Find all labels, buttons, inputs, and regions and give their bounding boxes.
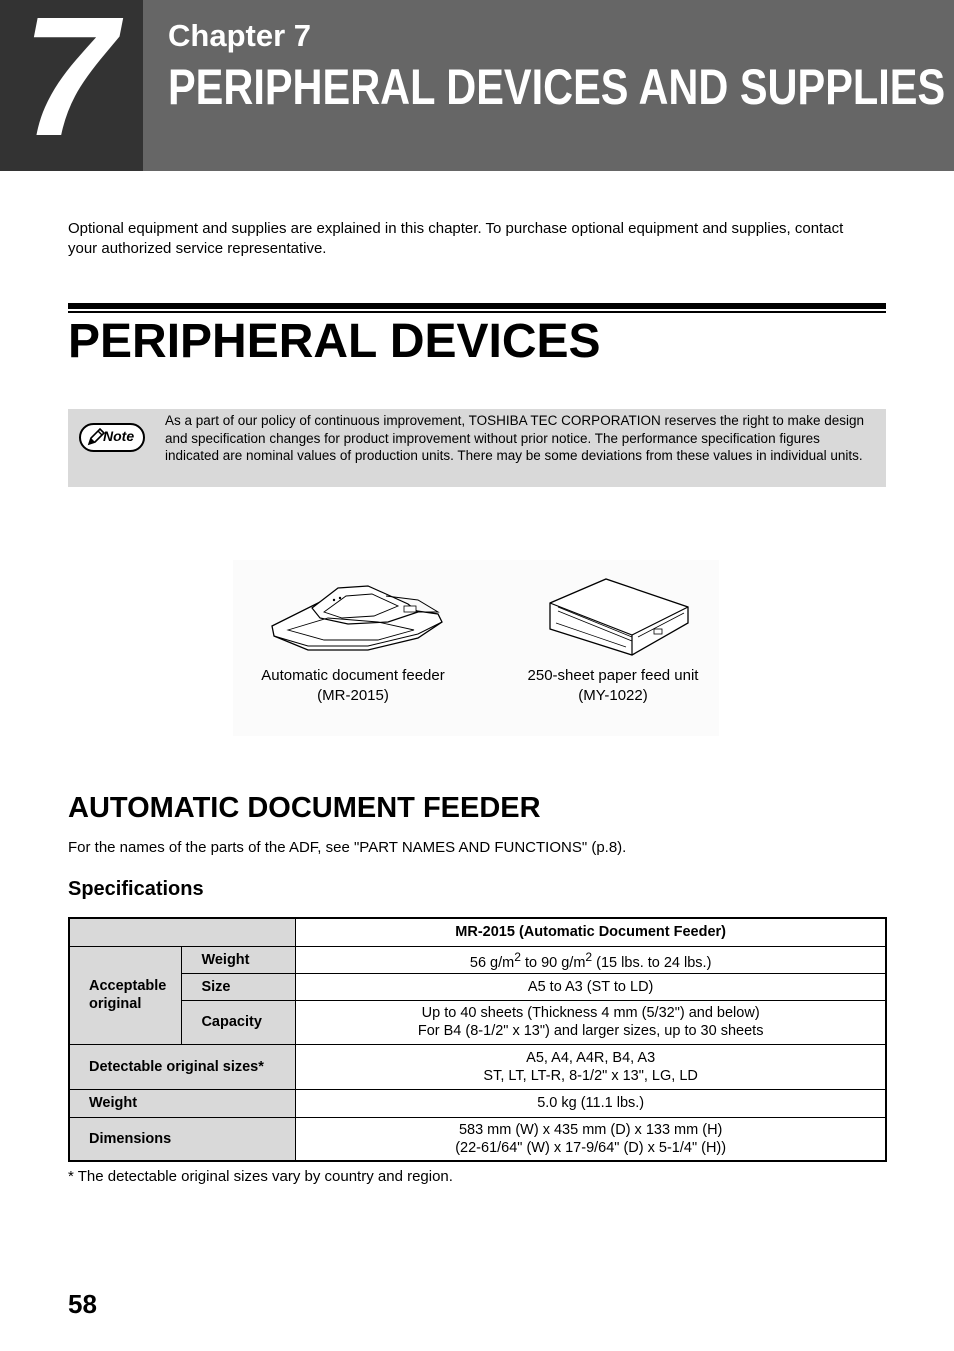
unit-weight-label: Weight [69, 1089, 296, 1117]
weight-label: Weight [182, 946, 296, 973]
dimensions-value [296, 1117, 886, 1161]
detectable-line: ST, LT, LT-R, 8-1/2" x 13", LG, LD [483, 1067, 698, 1084]
note-text: As a part of our policy of continuous improvement, TOSHIBA TEC CORPORATION reserves the right to make design and specification changes for product improvement without prior notice. The performance specification figures indicated are nominal values of production units. There may be some deviations from these values in individual units. [165, 413, 865, 463]
table-row [69, 1089, 886, 1117]
specifications-title: Specifications [68, 878, 204, 900]
section-rule-thick [68, 303, 886, 309]
table-row [69, 973, 886, 1000]
detectable-line: A5, A4, A4R, B4, A3 [526, 1049, 656, 1066]
dimensions-label: Dimensions [69, 1117, 296, 1161]
table-row [69, 946, 886, 973]
detectable-sizes-value [296, 1044, 886, 1089]
capacity-line: Up to 40 sheets (Thickness 4 mm (5/32") and below) [421, 1005, 760, 1021]
intro-paragraph: Optional equipment and supplies are explained in this chapter. To purchase optional equipment and supplies, contact your authorized service representative. [68, 220, 844, 257]
adf-title: AUTOMATIC DOCUMENT FEEDER [68, 792, 541, 824]
dimensions-line: 583 mm (W) x 435 mm (D) x 133 mm (H) [458, 1121, 723, 1138]
table-row [69, 1000, 886, 1044]
table-header: MR-2015 (Automatic Document Feeder) [296, 918, 886, 946]
page-number: 58 [68, 1289, 97, 1319]
figure-caption-adf [233, 666, 473, 706]
table-row [69, 1044, 886, 1089]
weight-value [296, 946, 886, 973]
weight-sup: 2 [585, 949, 593, 964]
dimensions-line: (22-61/64" (W) x 17-9/64" (D) x 5-1/4" (H)) [455, 1139, 727, 1156]
chapter-label: Chapter 7 [168, 18, 311, 53]
specifications-table [68, 917, 887, 1162]
weight-sup: 2 [514, 949, 521, 964]
table-row [69, 1117, 886, 1161]
adf-reference-text: For the names of the parts of the ADF, see "PART NAMES AND FUNCTIONS" (p.8). [68, 839, 627, 856]
figure-caption-feed-unit [493, 666, 733, 706]
adf-illustration [268, 578, 444, 654]
figure-caption-adf-model: (MR-2015) [317, 687, 389, 704]
weight-value-part: 56 g/m [469, 954, 515, 971]
table-corner-cell [69, 918, 296, 946]
chapter-number: 7 [22, 0, 117, 172]
weight-value-part: to 90 g/m [520, 954, 586, 971]
section-title: PERIPHERAL DEVICES [68, 315, 601, 368]
section-rule-thin [68, 311, 886, 313]
size-value: A5 to A3 (ST to LD) [296, 973, 886, 1000]
unit-weight-value: 5.0 kg (11.1 lbs.) [296, 1089, 886, 1117]
figure-caption-feed-unit-name: 250-sheet paper feed unit [527, 667, 699, 684]
weight-value-part: (15 lbs. to 24 lbs.) [592, 954, 712, 971]
table-row [69, 918, 886, 946]
acceptable-original-label: Acceptable original [69, 946, 182, 1044]
chapter-title: PERIPHERAL DEVICES AND SUPPLIES [168, 59, 946, 115]
footnote: * The detectable original sizes vary by country and region. [68, 1168, 453, 1185]
size-label: Size [182, 973, 296, 1000]
figure-caption-adf-name: Automatic document feeder [261, 667, 445, 684]
capacity-line: For B4 (8-1/2" x 13") and larger sizes, up to 30 sheets [417, 1023, 764, 1039]
paper-feed-unit-illustration [546, 577, 692, 659]
capacity-label: Capacity [182, 1000, 296, 1044]
detectable-sizes-label: Detectable original sizes* [69, 1044, 296, 1089]
capacity-value [296, 1000, 886, 1044]
figure-caption-feed-unit-model: (MY-1022) [578, 687, 648, 704]
note-label: Note [103, 428, 135, 444]
